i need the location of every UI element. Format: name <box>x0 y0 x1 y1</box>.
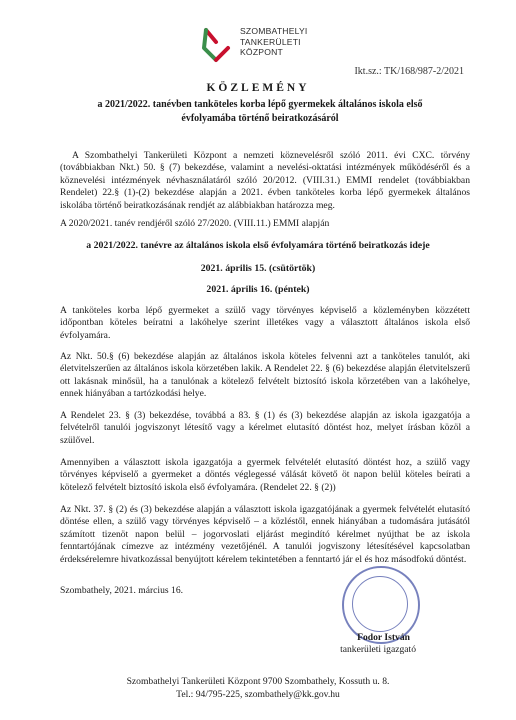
logo-line: TANKERÜLETI <box>240 36 301 47</box>
logo-mark-icon <box>200 24 234 64</box>
subtitle-line: a 2021/2022. tanévben tanköteles korba lépő gyermekek általános iskola első <box>97 99 423 110</box>
paragraph-district: Az Nkt. 50.§ (6) bekezdése alapján az általános iskola köteles felvenni azt a tanköteles tanulót, aki életvitelszerűen az általános iskola körzetében lakik. A Rendelet 22. § (6) bekezdése alapján életvitelszerű ott lakásnak minősül, ha a tanulónak a kötelező felvételt biztosító iskola körzetében van a lakóhelye, ennek hiányában a tartózkodási helye. <box>60 351 470 400</box>
signature-block <box>290 566 440 666</box>
enrollment-heading: a 2021/2022. tanévre az általános iskola első évfolyamára történő beiratkozás ideje <box>86 240 430 251</box>
organization-logo <box>200 22 330 66</box>
enrollment-date-1: 2021. április 15. (csütörtök) <box>200 263 316 274</box>
document-title: KÖZLEMÉNY <box>206 82 310 94</box>
place-and-date: Szombathely, 2021. március 16. <box>60 585 184 596</box>
paragraph-decision: A Rendelet 23. § (3) bekezdése, továbbá a 83. § (1) és (3) bekezdése alapján az iskola igazgatója a felvételről tanulói jogviszonyt létesítő vagy a kérelmet elutasító döntést hoz, melyet írásban közöl a szülővel. <box>60 410 470 446</box>
subtitle-line: évfolyamába történő beiratkozásáról <box>181 112 339 124</box>
document-subtitle <box>60 98 460 125</box>
enrollment-date-2: 2021. április 16. (péntek) <box>206 284 310 295</box>
logo-line: SZOMBATHELYI <box>240 26 308 36</box>
signer-name: Fodor István <box>357 632 410 643</box>
paragraph-rejection: Amennyiben a választott iskola igazgatója a gyermek felvételét elutasító döntést hoz, a szülő vagy törvényes képviselő a gyermeket a döntés véglegessé válását követő öt napon belül köteles beírati a kötelező felvételt biztosító iskola első évfolyamára. (Rendelet 22. § (2)) <box>60 457 470 493</box>
reference-number: Ikt.sz.: TK/168/987-2/2021 <box>354 66 464 77</box>
paragraph-enrollment-duty: A tanköteles korba lépő gyermeket a szülő vagy törvényes képviselő a közleményben közzétett időpontban köteles beíratni a lakóhelye szerint illetékes vagy a választott általános iskola első évfolyamára. <box>60 305 470 341</box>
paragraph-appeal: Az Nkt. 37. § (2) és (3) bekezdése alapján a választott iskola igazgatójának a gyermek felvételét elutasító döntése ellen, a szülő vagy törvényes képviselő – a közléstől, ennek hiányában a tudomására jutásától számított tizenöt napon belül – jogorvoslati eljárást megindító kérelmet nyújthat be az iskola fenntartójának címezve az intézmény vezetőjénél. A tanulói jogviszony létesítésével kapcsolatban érdeksérelemre hivatkozással benyújtott kérelem tekintetében a fenntartó jár el és hoz másodfokú döntést. <box>60 504 470 565</box>
footer-address: Szombathelyi Tankerületi Központ 9700 Szombathely, Kossuth u. 8. <box>126 676 390 687</box>
footer-contact: Tel.: 94/795-225, szombathely@kk.gov.hu <box>176 689 340 700</box>
signer-title: tankerületi igazgató <box>340 644 416 655</box>
decree-reference: A 2020/2021. tanév rendjéről szóló 27/2020. (VIII.11.) EMMI alapján <box>60 218 330 229</box>
intro-paragraph: A Szombathelyi Tankerületi Központ a nemzeti köznevelésről szóló 2011. évi CXC. törvény (továbbiakban Nkt.) 50. § (7) bekezdése, valamint a nevelési-oktatási intézmények működéséről és a köznevelési intézmények névhasználatáról szóló 20/2012. (VIII.31.) EMMI rendelet (továbbiakban Rendelet) 22.§ (1)-(2) bekezdése alapján a 2021. évben tanköteles korba lépő gyermekek általános iskolába történő beiratkozásának rendjét az alábbiakban határozza meg. <box>60 150 470 211</box>
logo-text <box>240 26 308 58</box>
logo-line: KÖZPONT <box>240 47 283 57</box>
